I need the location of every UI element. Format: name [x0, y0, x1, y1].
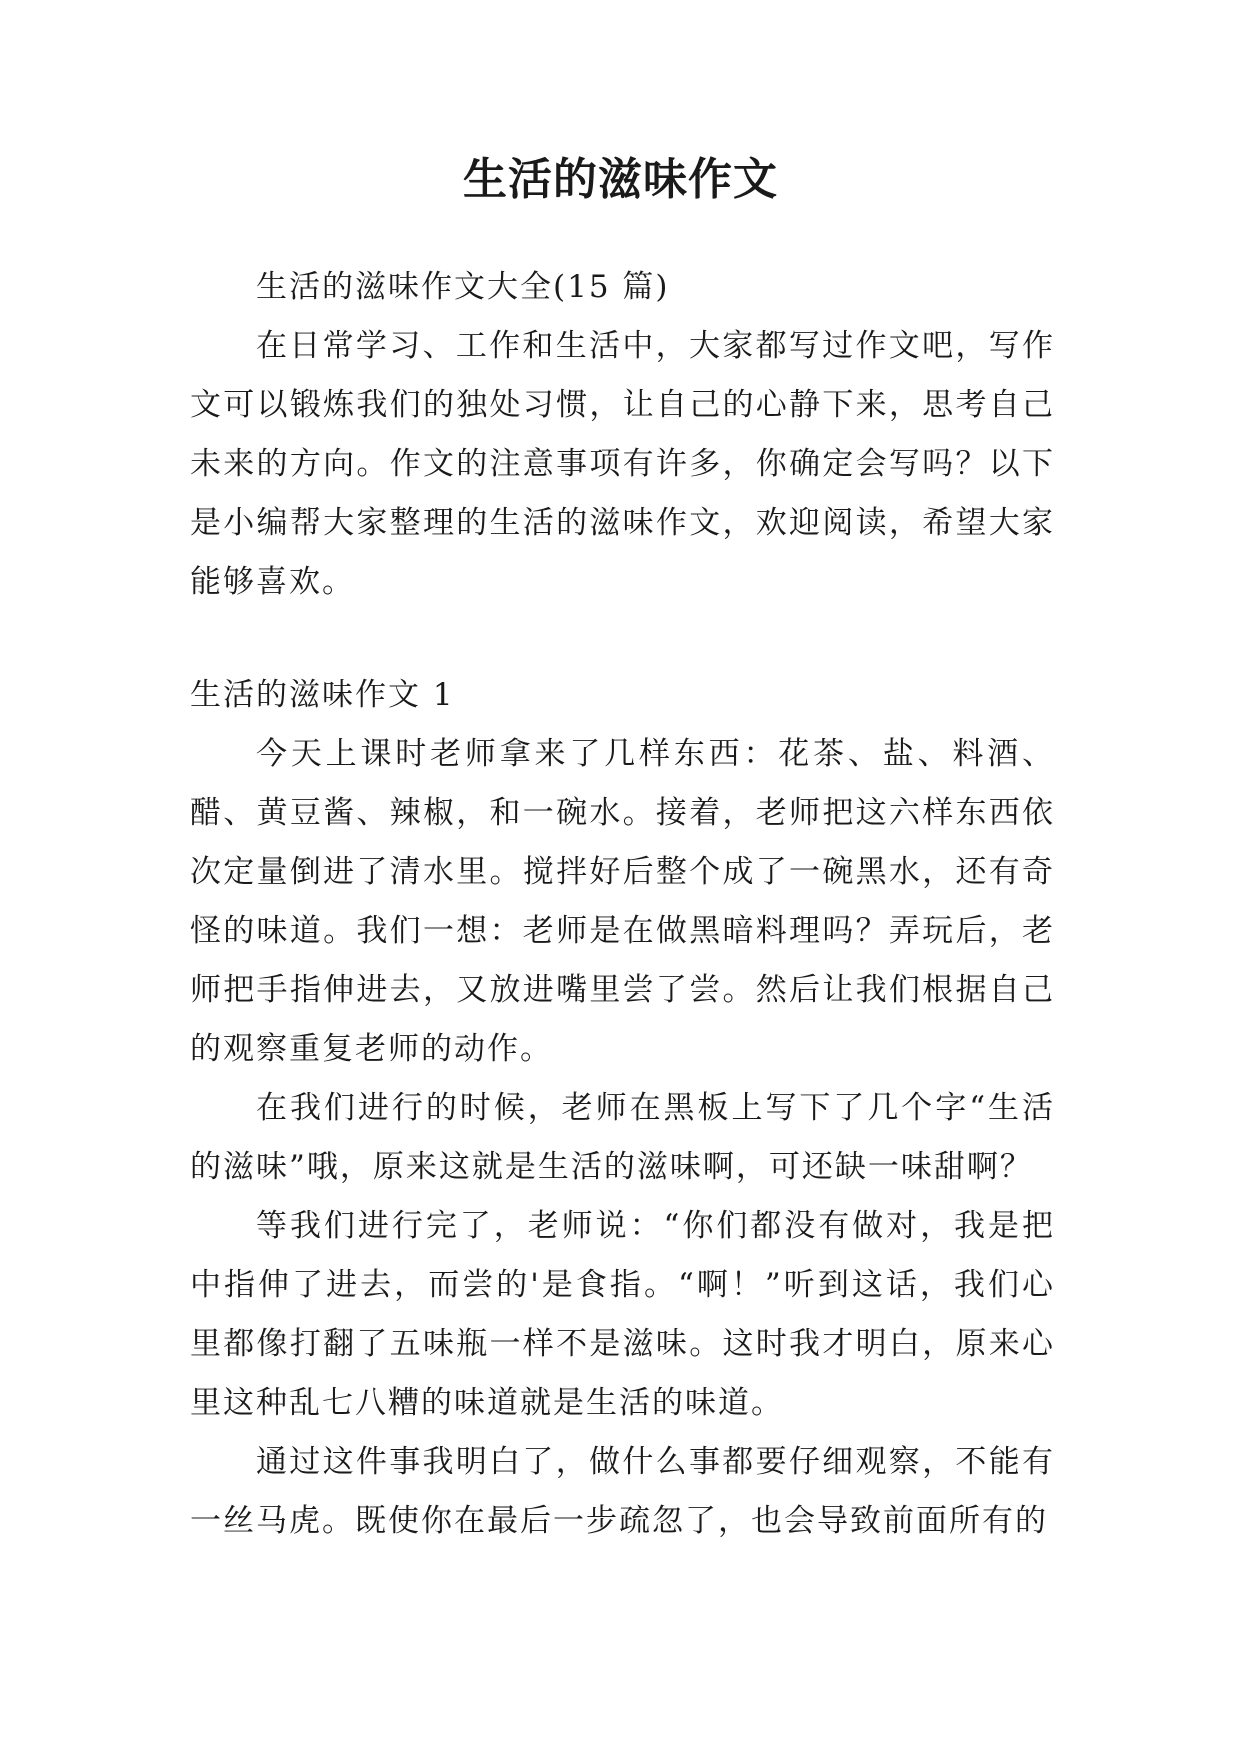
document-subtitle: 生活的滋味作文大全(15 篇) [256, 269, 670, 305]
section-heading: 生活的滋味作文 1 [190, 677, 455, 713]
body-paragraph: 通过这件事我明白了，做什么事都要仔细观察，不能有一丝马虎。既使你在最后一步疏忽了，也会导致前面所有的 [190, 1444, 1055, 1539]
document-title: 生活的滋味作文 [463, 154, 778, 205]
intro-paragraph: 在日常学习、工作和生活中，大家都写过作文吧，写作文可以锻炼我们的独处习惯，让自己的心静下来，思考自己未来的方向。作文的注意事项有许多，你确定会写吗？以下是小编帮大家整理的生活的滋味作文，欢迎阅读，希望大家能够喜欢。 [190, 328, 1055, 600]
document-body [190, 258, 1055, 1551]
body-paragraph: 等我们进行完了，老师说：“你们都没有做对，我是把中指伸了进去，而尝的'是食指。“啊！”听到这话，我们心里都像打翻了五味瓶一样不是滋味。这时我才明白，原来心里这种乱七八糟的味道就是生活的味道。 [190, 1208, 1055, 1421]
body-paragraph: 在我们进行的时候，老师在黑板上写下了几个字“生活的滋味”哦，原来这就是生活的滋味啊，可还缺一味甜啊？ [190, 1090, 1055, 1185]
body-paragraph: 今天上课时老师拿来了几样东西：花茶、盐、料酒、醋、黄豆酱、辣椒，和一碗水。接着，老师把这六样东西依次定量倒进了清水里。搅拌好后整个成了一碗黑水，还有奇怪的味道。我们一想：老师是在做黑暗料理吗？弄玩后，老师把手指伸进去，又放进嘴里尝了尝。然后让我们根据自己的观察重复老师的动作。 [190, 736, 1055, 1067]
